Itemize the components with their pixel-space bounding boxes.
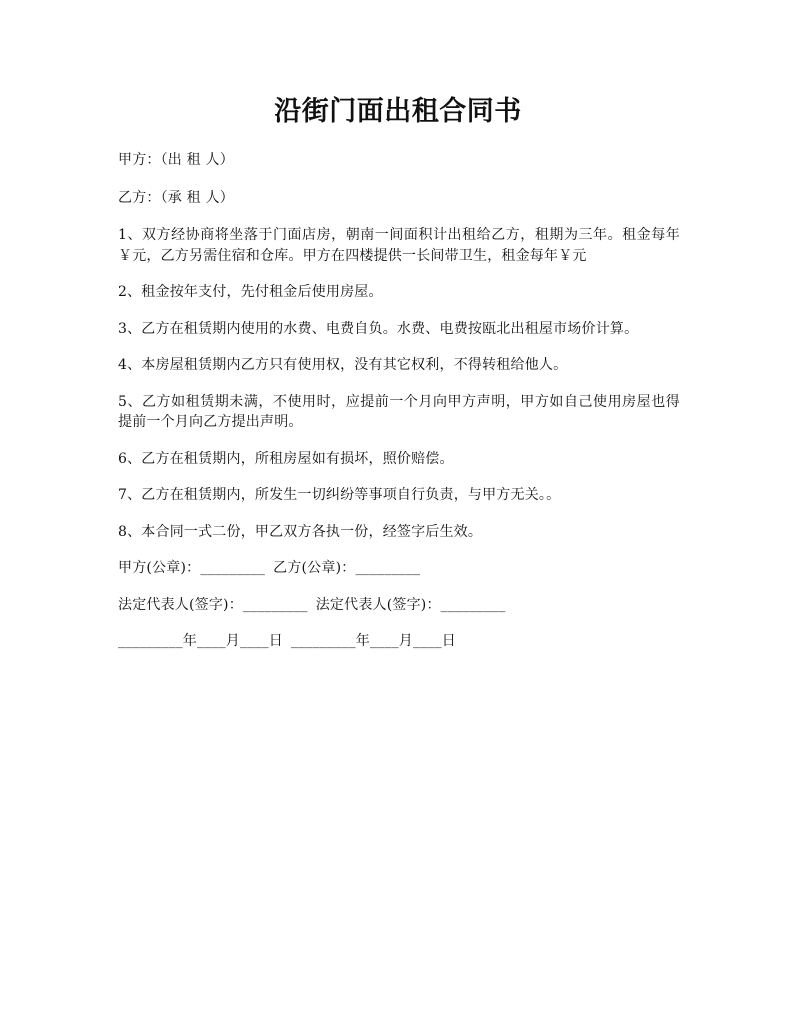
representative-line [118, 595, 680, 616]
clause-4: 4、本房屋租赁期内乙方只有使用权，没有其它权利，不得转租给他人。 [118, 357, 568, 373]
party-b-seal-field: 乙方(公章)：_________ [273, 560, 421, 576]
party-a-seal-field: 甲方(公章)：_________ [118, 560, 266, 576]
document-title: 沿街门面出租合同书 [274, 96, 522, 127]
date-line [118, 631, 680, 652]
party-a-line: 甲方：（出 租 人） [118, 152, 234, 168]
party-b-representative-field: 法定代表人(签字)：_________ [315, 596, 506, 613]
party-b-line: 乙方：（承 租 人） [118, 189, 234, 206]
clause-6: 6、乙方在租赁期内，所租房屋如有损坏，照价赔偿。 [118, 450, 454, 467]
document-body [118, 150, 680, 668]
party-a-representative-field: 法定代表人(签字)：_________ [118, 596, 308, 613]
seal-line [118, 558, 680, 579]
clause-2: 2、租金按年支付，先付租金后使用房屋。 [118, 284, 383, 300]
party-a-date-field: _________年____月____日 [118, 633, 283, 649]
clause-7: 7、乙方在租赁期内，所发生一切纠纷等事项自行负责，与甲方无关。。 [118, 487, 561, 503]
clause-1: 1、双方经协商将坐落于门面店房，朝南一间面积计出租给乙方，租期为三年。租金每年￥元，乙方另需住宿和仓库。甲方在四楼提供一长间带卫生，租金每年￥元 [118, 227, 680, 264]
party-b-date-field: _________年____月____日 [291, 633, 456, 649]
clause-3: 3、乙方在租赁期内使用的水费、电费自负。水费、电费按瓯北出租屋市场价计算。 [118, 320, 639, 337]
clause-5: 5、乙方如租赁期未满，不使用时，应提前一个月向甲方声明，甲方如自己使用房屋也得提前一个月向乙方提出声明。 [118, 393, 680, 430]
clause-8: 8、本合同一式二份，甲乙双方各执一份，经签字后生效。 [118, 523, 483, 540]
